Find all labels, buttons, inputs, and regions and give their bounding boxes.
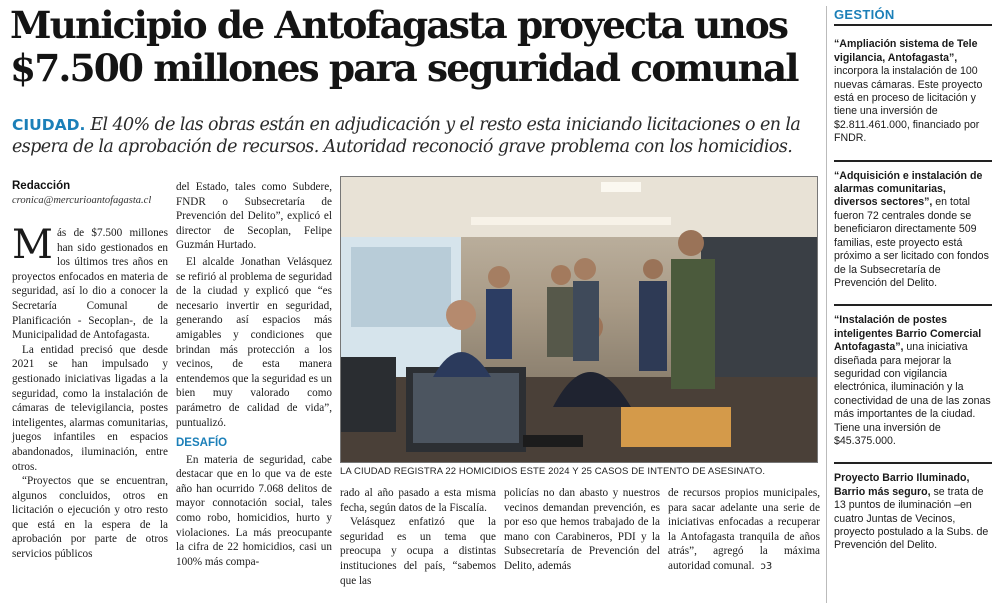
article-column-1 bbox=[12, 222, 168, 562]
sidebar-item-text: incorpora la instalación de 100 nuevas cámaras. Este proyecto está en proceso de licitación y tiene una inversión de $2.811.461.000, financiado por FNDR. bbox=[834, 65, 983, 145]
dropcap: M bbox=[12, 222, 53, 268]
sidebar-item-title: “Instalación de postes inteligentes Barrio Comercial Antofagasta”, bbox=[834, 314, 982, 354]
article-column-2 bbox=[176, 180, 332, 569]
deck-text: El 40% de las obras están en adjudicación y el resto esta iniciando licitaciones o en la espera de la aprobación de recursos. Autoridad reconoció grave problema con los homicidios. bbox=[12, 115, 801, 157]
headline: Municipio de Antofagasta proyecta unos $7.500 millones para seguridad comunal bbox=[10, 3, 798, 90]
sidebar-item bbox=[834, 304, 992, 448]
article-paragraph: rado al año pasado a esta misma fecha, según datos de la Fiscalía. bbox=[340, 487, 496, 514]
sidebar-item-text: una iniciativa diseñada para mejorar la seguridad con vigilancia electrónica, iluminación y la conectividad de una de las zonas más importantes de la ciudad. Tiene una inversión de $45.375.000. bbox=[834, 341, 991, 447]
article-paragraph: policías no dan abasto y nuestros vecinos demandan prevención, es por eso que hemos trabajado de la mano con Carabineros, PDI y la Subsecretaría de Prevención del Delito, además bbox=[504, 487, 660, 572]
sidebar-gestion bbox=[834, 8, 992, 567]
article-paragraph bbox=[668, 486, 820, 575]
article-paragraph: del Estado, tales como Subdere, FNDR o Subsecretaría de Prevención del Delito”, explicó el director de Secoplan, Felipe Guzmán Hurtado. bbox=[176, 181, 332, 252]
article-paragraph-text: de recursos propios municipales, para sacar adelante una serie de iniciativas enfocadas a recuperar la Antofagasta tranquila de años atrás”, agregó la máxima autoridad comunal. bbox=[668, 487, 820, 572]
photo-illustration bbox=[341, 177, 818, 463]
sidebar-title: GESTIÓN bbox=[834, 8, 992, 26]
sidebar-item-text: en total fueron 72 centrales donde se beneficiaron directamente 509 familias, este proyecto está próximo a ser licitado con fondos de la Subsecretaría de Prevención del Delito. bbox=[834, 196, 989, 289]
sidebar-item bbox=[834, 160, 992, 291]
sidebar-item-title: “Ampliación sistema de Tele vigilancia, Antofagasta”, bbox=[834, 38, 978, 64]
article-paragraph: Velásquez enfatizó que la seguridad es un tema que preocupa y ocupa a distintas instituciones del país, “sabemos que las bbox=[340, 516, 496, 587]
sidebar-item bbox=[834, 38, 992, 145]
article-paragraph: ás de $7.500 millones han sido gestionados en los últimos tres años en proyectos enfocados en materia de seguridad, así lo dio a conocer la Secretaría Comunal de Planificación - Secoplan-, de la Municipalidad de Antofagasta. bbox=[12, 227, 168, 342]
article-paragraph: “Proyectos que se encuentran, algunos concluidos, otros en licitación o ejecución y otro resto que está en la espera de la aprobación por parte de otros servicios públicos bbox=[12, 475, 168, 561]
sidebar-item-title: “Adquisición e instalación de alarmas comunitarias, diversos sectores”, bbox=[834, 169, 983, 209]
deck bbox=[12, 114, 812, 158]
article-paragraph: En materia de seguridad, cabe destacar que en lo que va de este año han ocurrido 7.068 delitos de mayor connotación social, tales como robo, homicidios, hurto y violaciones. La más preocupante la cifra de 22 homicidios, casi un 100% más compa- bbox=[176, 453, 332, 568]
section-subhead: DESAFÍO bbox=[176, 437, 228, 450]
sidebar-item bbox=[834, 462, 992, 552]
photo-caption: LA CIUDAD REGISTRA 22 HOMICIDIOS ESTE 2024 Y 25 CASOS DE INTENTO DE ASESINATO. bbox=[340, 466, 766, 477]
photo-officials-monitoring-center bbox=[340, 176, 818, 463]
sidebar-item-title: Proyecto Barrio Iluminado, Barrio más seguro, bbox=[834, 472, 970, 498]
deck-section-label: CIUDAD. bbox=[12, 116, 86, 134]
end-mark: ↄ3 bbox=[760, 560, 773, 572]
article-column-5 bbox=[668, 486, 820, 575]
column-divider bbox=[826, 6, 827, 603]
article-paragraph: El alcalde Jonathan Velásquez se refirió al problema de seguridad de la ciudad y explicó que “es necesario invertir en seguridad, generando así espacios más amigables y condiciones que brindan más protección a los vecinos, de esta manera entendemos que la seguridad es un bien muy valorado como parámetro de calidad de vida”, puntualizó. bbox=[176, 255, 332, 429]
article-paragraph: La entidad precisó que desde 2021 se han impulsado y gestionado iniciativas ligadas a la seguridad, como la instalación de cámaras de televigilancia, postes inteligentes, alarmas comunitarias, juegos infantiles en espacios abandonados, iluminación, entre otros. bbox=[12, 343, 168, 473]
article-column-3 bbox=[340, 486, 496, 588]
byline-name: Redacción bbox=[12, 180, 71, 192]
byline-email: cronica@mercurioantofagasta.cl bbox=[12, 195, 152, 206]
article-column-4 bbox=[504, 486, 660, 574]
sidebar-item-text: se trata de 13 puntos de iluminación –en cuatro Juntas de Vecinos, proyecto postulado a la Subs. de Prevención del Delito. bbox=[834, 485, 989, 552]
